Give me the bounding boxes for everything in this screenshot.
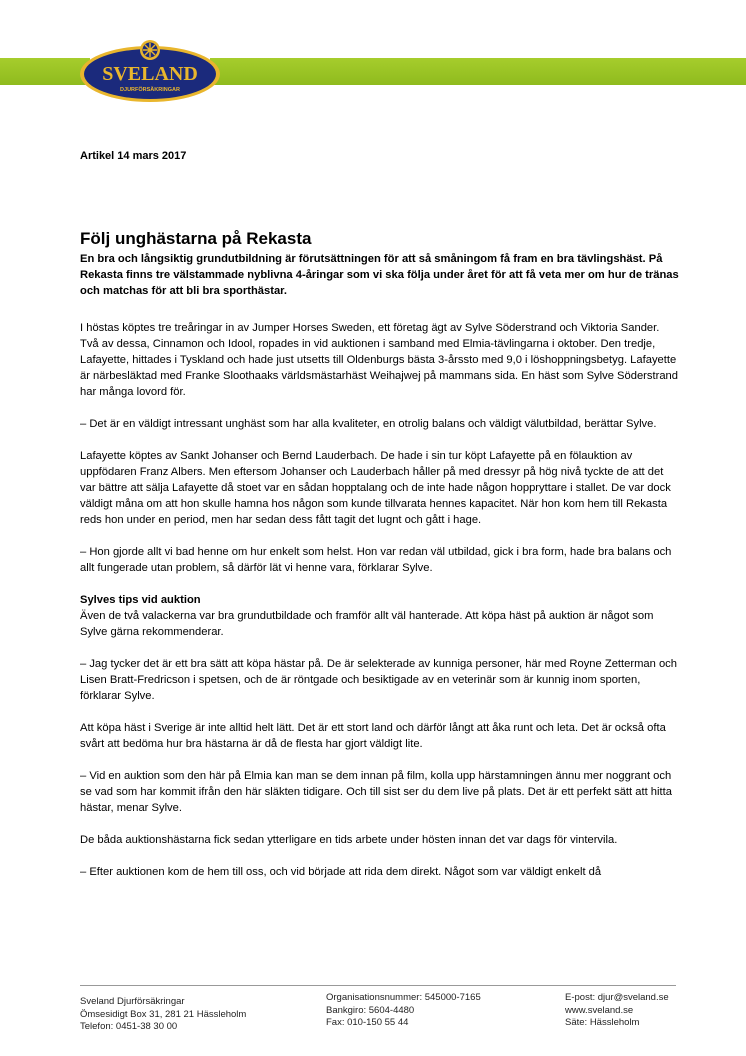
footer-email[interactable]: E-post: djur@sveland.se (565, 992, 669, 1003)
paragraph: De båda auktionshästarna fick sedan ytterligare en tids arbete under hösten innan det var dags för vintervila. (80, 834, 618, 846)
article-body (80, 320, 680, 896)
footer-line: Telefon: 0451-38 30 00 (80, 1021, 178, 1032)
header-green-bar-right (210, 58, 746, 85)
sveland-logo (78, 36, 222, 104)
article-date: Artikel 14 mars 2017 (80, 150, 187, 162)
paragraph: I höstas köptes tre treåringar in av Jumper Horses Sweden, ett företag ägt av Sylve Söderstrand och Viktoria Sander. Två av dessa, Cinnamon och Idool, ropades in vid auktionen i samband med Elmia-tävlingarna i oktober. Den tredje, Lafayette, hittades i Tyskland och hade just utsetts till Oldenburgs bästa 3-årssto med 9,0 i löshoppningsbetyg. Lafayette är närbesläktad med Franke Sloothaaks världsmästarhäst Weihajwej på mammans sida. En häst som Sylve Söderstrand har många lovord för. (80, 322, 678, 398)
footer-line: Organisationsnummer: 545000-7165 (326, 992, 481, 1003)
logo-subtext: DJURFÖRSÄKRINGAR (120, 87, 180, 93)
paragraph: – Det är en väldigt intressant unghäst som har alla kvaliteter, en otrolig balans och väldigt välutbildad, berättar Sylve. (80, 418, 657, 430)
footer-line: Fax: 010-150 55 44 (326, 1017, 409, 1028)
footer-line: Ömsesidigt Box 31, 281 21 Hässleholm (80, 1008, 247, 1020)
header-green-bar-left (0, 58, 90, 85)
paragraph: – Jag tycker det är ett bra sätt att köpa hästar på. De är selekterade av kunniga personer, här med Royne Zetterman och Lisen Bratt-Fredricson i spetsen, och de är röntgade och besiktigade av en veterinär som är kunnig inom sporten, förklarar Sylve. (80, 658, 677, 702)
article-title: Följ unghästarna på Rekasta (80, 229, 312, 248)
paragraph: – Efter auktionen kom de hem till oss, och vid började att rida dem direkt. Något som var väldigt enkelt då (80, 866, 602, 878)
article-lead: En bra och långsiktig grundutbildning är förutsättningen för att så småningom få fram en bra tävlingshäst. På Rekasta finns tre välstammade nyblivna 4-åringar som vi ska följa under året för att få veta mer om hur de tränas och matchas för att bli bra sporthästar. (80, 253, 679, 297)
section-heading: Sylves tips vid auktion (80, 594, 201, 606)
footer-line: Sveland Djurförsäkringar (80, 996, 185, 1007)
footer-registration-info (326, 992, 481, 1030)
footer-line: Säte: Hässleholm (565, 1017, 640, 1028)
paragraph: Att köpa häst i Sverige är inte alltid helt lätt. Det är ett stort land och därför långt att åka runt och leta. Det är också ofta svårt att bedöma hur bra hästarna är då de flesta har gjort väldigt lite. (80, 722, 666, 750)
paragraph: Även de två valackerna var bra grundutbildade och framför allt väl hanterade. Att köpa häst på auktion är något som Sylve gärna rekommenderar. (80, 610, 654, 638)
paragraph: – Vid en auktion som den här på Elmia kan man se dem innan på film, kolla upp härstamningen ännu mer noggrant och se vad som har kommit ifrån den här släkten tidigare. Och till sist ser du dem live på plats. Det är ett perfekt sätt att hitta hästar, menar Sylve. (80, 770, 672, 814)
footer-website[interactable]: www.sveland.se (565, 1004, 634, 1016)
paragraph: – Hon gjorde allt vi bad henne om hur enkelt som helst. Hon var redan väl utbildad, gick i bra form, hade bra balans och allt fungerade utan problem, så därför lät vi henne vara, förklarar Sylve. (80, 546, 672, 574)
footer-line: Bankgiro: 5604-4480 (326, 1004, 415, 1016)
logo-text: SVELAND (102, 63, 198, 85)
footer-divider (80, 985, 676, 986)
paragraph: Lafayette köptes av Sankt Johanser och Bernd Lauderbach. De hade i sin tur köpt Lafayette på en fölauktion av uppfödaren Franz Albers. Men eftersom Johanser och Lauderbach håller på med dressyr på hög nivå tyckte de att det var bättre att sälja Lafayette då stoet var en sådan hopptalang och de inte hade någon hoppryttare i stallet. De var dock väldigt måna om att hon skulle hamna hos någon som kunde tillvarata hennes kapacitet. När hon kom hem till Rekasta reds hon under en period, men har sedan dess fått tagit det lugnt och gått i hage. (80, 450, 671, 526)
footer-company-info (80, 996, 246, 1034)
footer-contact-info (565, 992, 669, 1030)
